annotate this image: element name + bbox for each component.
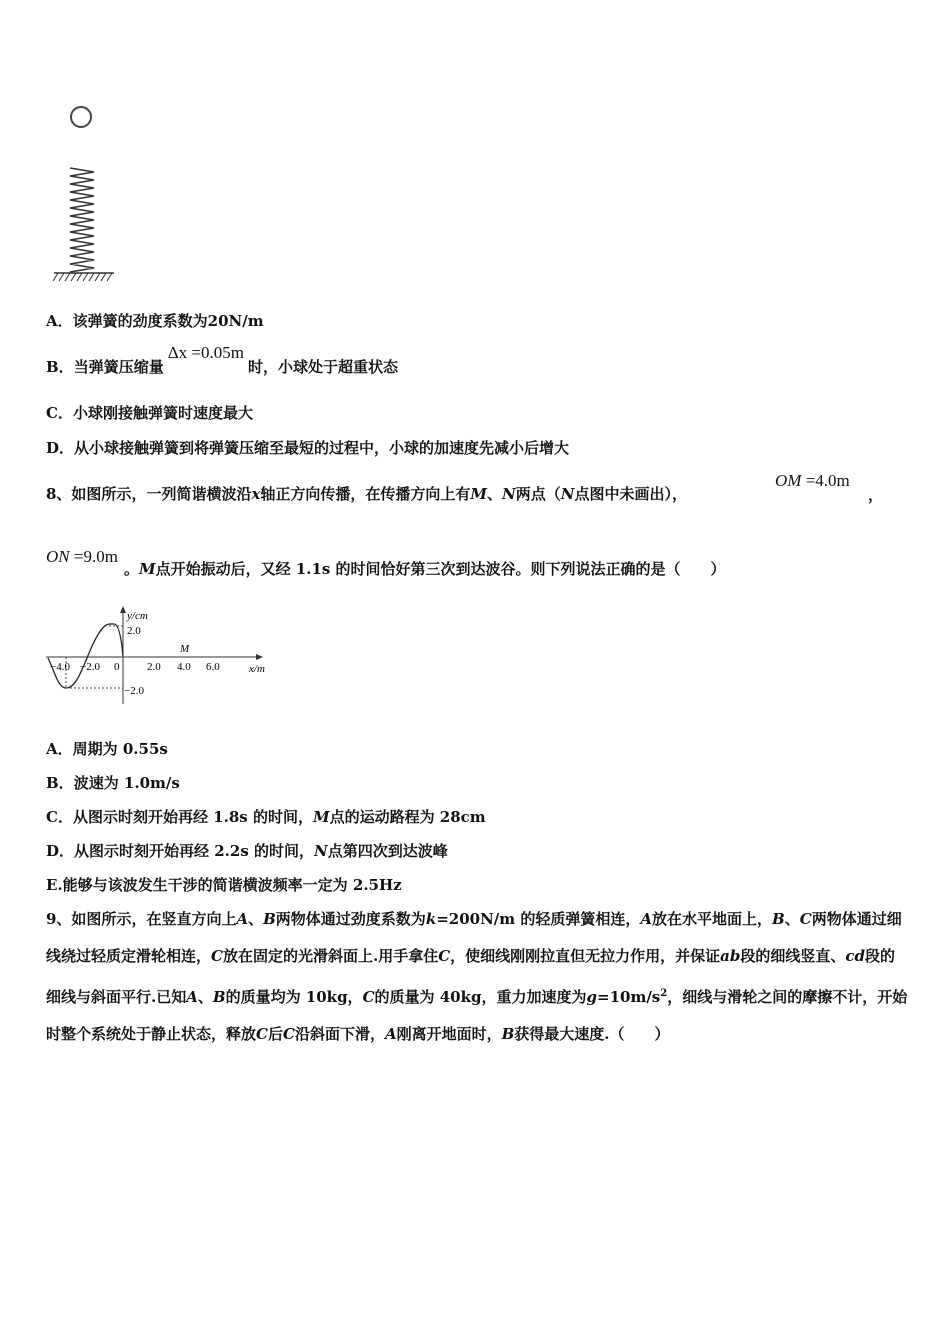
q8-option-a: A．周期为 0.55s (46, 740, 168, 758)
q9-stem: 9、如图所示，在竖直方向上A、B两物体通过劲度系数为k=200N/m 的轻质弹簧相连，A放在水平地面上，B、C两物体通过细线绕过轻质定滑轮相连，C放在固定的光滑斜面上.用手拿住C，使细线刚刚拉直但无拉力作用，并保证ab段的细线竖直、cd段的细线与斜面平行.已知A、B的质量均为 10kg，C的质量为 40kg，重力加速度为$g=10m/s^2$，细线与滑轮之间的摩擦不计，开始时整个系统处于静止状态，释放C后C沿斜面下滑，A刚离开地面时，B获得最大速度.（ ） (46, 910, 908, 1043)
amp-pos-label: 2.0 (127, 625, 141, 637)
ball (71, 107, 91, 127)
tick-label: −4.0 (50, 661, 70, 673)
x-axis-label: x/m (249, 663, 265, 675)
q7-option-c (46, 403, 253, 423)
y-axis-arrow (120, 606, 126, 613)
option-letter: B． (46, 358, 74, 376)
q8-option-c: C．从图示时刻开始再经 1.8s 的时间，M点的运动路程为 28cm (46, 808, 486, 826)
q8-option-e: E.能够与该波发生干涉的简谐横波频率一定为 2.5Hz (46, 876, 402, 894)
q7-option-d (46, 438, 569, 458)
q8-comma: ， (868, 486, 884, 504)
spring (70, 168, 94, 272)
formula-on: ON =9.0m (46, 547, 118, 566)
wave-graph (44, 604, 284, 708)
formula-delta-x: Δx =0.05m (167, 343, 244, 362)
option-letter: A． (46, 312, 73, 330)
option-text: 该弹簧的劲度系数为20N/m (72, 312, 264, 330)
formula-om: OM =4.0m (775, 471, 850, 490)
option-text-post: 时，小球处于超重状态 (247, 358, 398, 376)
wave-curve (48, 624, 123, 688)
tick-label: −2.0 (80, 661, 100, 673)
q7-option-a (46, 311, 264, 331)
y-axis-label: y/cm (127, 610, 148, 622)
amp-neg-label: −2.0 (124, 685, 144, 697)
tick-label: 6.0 (206, 661, 220, 673)
q8-option-b: B．波速为 1.0m/s (46, 774, 180, 792)
spring-ball-figure (48, 100, 128, 290)
q8-stem-line1: 8、如图所示，一列简谐横波沿x轴正方向传播，在传播方向上有M、N两点（N点图中未画出）， (46, 485, 688, 503)
q7-option-b (46, 343, 398, 377)
option-text-pre: 当弹簧压缩量 (73, 358, 164, 376)
ground-hatch (53, 273, 112, 281)
point-m-label: M (180, 643, 190, 655)
tick-label: 2.0 (147, 661, 161, 673)
q8-option-d: D．从图示时刻开始再经 2.2s 的时间，N点第四次到达波峰 (46, 842, 448, 860)
x-axis-arrow (256, 654, 263, 660)
option-letter: D． (46, 439, 75, 457)
option-text: 从小球接触弹簧到将弹簧压缩至最短的过程中，小球的加速度先减小后增大 (74, 439, 570, 457)
tick-label: 0 (114, 661, 120, 673)
option-text: 小球刚接触弹簧时速度最大 (72, 404, 253, 422)
option-letter: C． (46, 404, 73, 422)
tick-label: 4.0 (177, 661, 191, 673)
q8-stem-line2: ON =9.0m。M点开始振动后，又经 1.1s 的时间恰好第三次到达波谷。则下列说法正确的是（ ） (46, 547, 726, 578)
